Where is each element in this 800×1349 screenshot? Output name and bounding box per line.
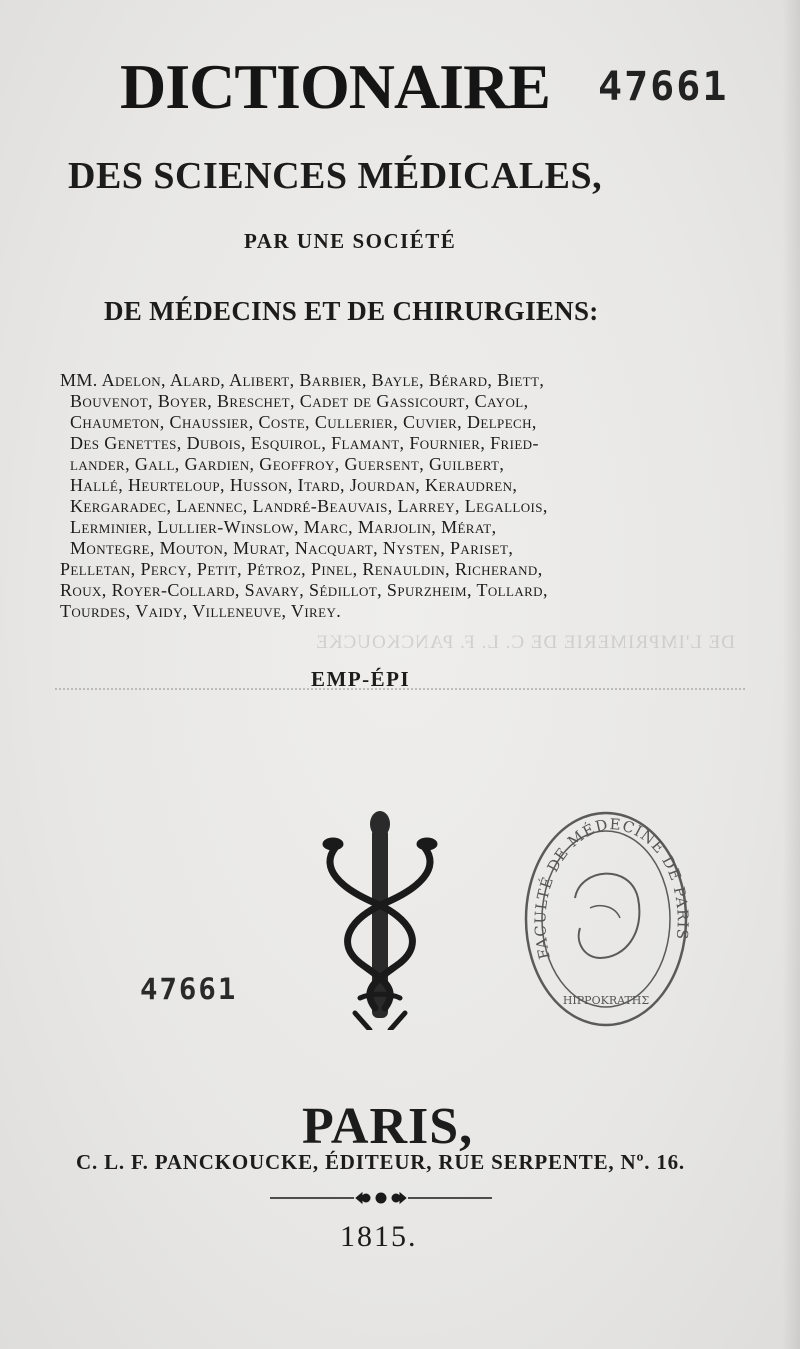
- dotted-rule: [55, 688, 745, 690]
- authors-line: Lerminier, Lullier-Winslow, Marc, Marjolin, Mérat,: [70, 517, 497, 537]
- publication-city: PARIS,: [302, 1098, 474, 1155]
- publisher-line: C. L. F. PANCKOUCKE, ÉDITEUR, RUE SERPENTE, Nº. 16.: [76, 1150, 685, 1174]
- authors-line: Des Genettes, Dubois, Esquirol, Flamant, Fournier, Fried-: [70, 433, 539, 453]
- book-title: DICTIONAIRE: [120, 51, 550, 122]
- ornamental-rule: [270, 1190, 492, 1206]
- book-subtitle: DES SCIENCES MÉDICALES,: [68, 155, 603, 197]
- faculty-seal-stamp: [520, 808, 692, 1030]
- seal-ring-text: FACULTÉ DE MÉDECINE DE PARIS: [531, 815, 692, 961]
- authors-line: MM. Adelon, Alard, Alibert, Barbier, Bayle, Bérard, Biett,: [60, 370, 545, 390]
- volume-range: EMP-ÉPI: [311, 667, 411, 691]
- authors-line: Kergaradec, Laennec, Landré-Beauvais, Larrey, Legallois,: [70, 496, 548, 516]
- show-through-bleed: DE L'IMPRIMERIE DE C. L. F. PANCKOUCKE: [315, 632, 735, 653]
- authors-line: Tourdes, Vaidy, Villeneuve, Virey.: [60, 601, 342, 621]
- authors-line: Chaumeton, Chaussier, Coste, Cullerier, Cuvier, Delpech,: [70, 412, 537, 432]
- authors-line: Pelletan, Percy, Petit, Pétroz, Pinel, Renauldin, Richerand,: [60, 559, 543, 579]
- authors-line: Hallé, Heurteloup, Husson, Itard, Jourdan, Keraudren,: [70, 475, 518, 495]
- page-edge-shadow: [782, 0, 800, 1349]
- authors-line: Roux, Royer-Collard, Savary, Sédillot, Spurzheim, Tollard,: [60, 580, 548, 600]
- publication-year: 1815.: [340, 1220, 418, 1253]
- stamp-number-top: 47661: [598, 64, 729, 110]
- authors-line: lander, Gall, Gardien, Geoffroy, Guersent, Guilbert,: [70, 454, 505, 474]
- seal-bottom-text: HIPPOKRATHΣ: [562, 994, 650, 1007]
- caduceus-emblem: [315, 808, 445, 1030]
- stamp-number-left: 47661: [140, 972, 238, 1006]
- society-line: DE MÉDECINS ET DE CHIRURGIENS:: [104, 296, 599, 326]
- authors-line: Bouvenot, Boyer, Breschet, Cadet de Gassicourt, Cayol,: [70, 391, 529, 411]
- authors-line: Montegre, Mouton, Murat, Nacquart, Nysten, Pariset,: [70, 538, 514, 558]
- by-line: PAR UNE SOCIÉTÉ: [244, 229, 457, 253]
